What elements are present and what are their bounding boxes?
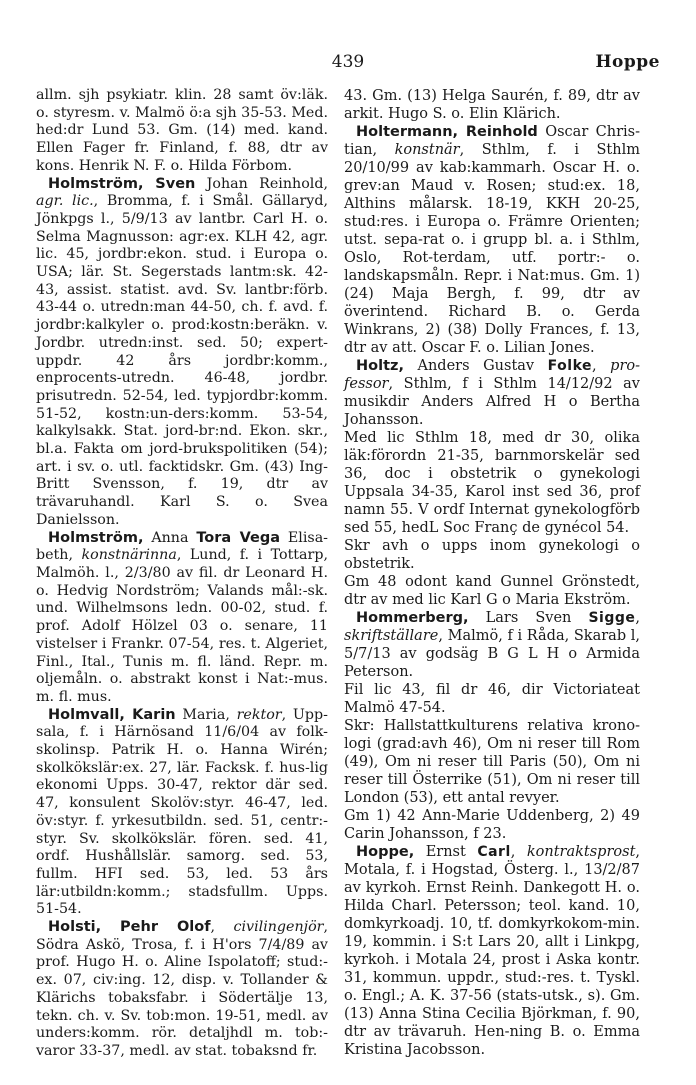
entry-first-name: Folke xyxy=(547,358,592,374)
entry-profession: konstnärinna xyxy=(81,547,177,564)
entry-hoppe-carl xyxy=(344,843,640,1059)
entry-name: Holmvall, Karin xyxy=(48,706,176,723)
entry-paragraph: Gm 48 odont kand Gunnel Grönstedt, dtr av med lic Karl G o Maria Ekström. xyxy=(344,574,640,608)
entry-profession: pro-fessor xyxy=(344,358,640,392)
entry-holmstrom-tora xyxy=(36,530,328,707)
entry-paragraph: Skr avh o upps inom gynekologi o obstetrik. xyxy=(344,538,640,572)
entry-profession: rektor xyxy=(236,706,282,723)
entry-given-names: Johan Reinhold, xyxy=(195,175,328,192)
entry-holmvall-karin xyxy=(36,707,328,919)
entry-name: Holsti, Pehr Olof xyxy=(48,919,211,936)
entry-given-names: , xyxy=(210,919,234,936)
entry-text: , Bromma, f. i Smål. Gällaryd, Jönkpgs l., 5/9/13 av lantbr. Carl H. o. Selma Magnusson: agr:ex. KLH 42, agr. lic. 45, jordbr:ekon. stud. i Europa o. USA; lär. St. Segerstads lantm:sk. 42-43, assist. statist. avd. Sv. lantbr:förb. 43-44 o. utredn:man 44-50, ch. f. avd. f. jordbr:kalkyler o. prod:kostn:beräkn. v. Jordbr. utredn:inst. sed. 50; expert-uppdr. 42 års jordbr:komm., enprocents-utredn. 46-48, jordbr. prisutredn. 52-54, led. typjordbr:komm. 51-52, kostn:un-ders:komm. 53-54, kalkylsakk. Stat. jord-br:nd. Ekon. skr., bl.a. Fakta om jord-brukspolitiken (54); art. i sv. o. utl. facktidskr. Gm. (43) Ing-Britt Svensson, f. 19, dtr av trävaruhandl. Karl S. o. Svea Danielsson. xyxy=(36,193,328,528)
entry-given-names: Oscar Chris-tian, xyxy=(344,124,640,158)
entry-profession: konstnär xyxy=(394,142,460,158)
entry-given-names: Elisa-beth, xyxy=(36,529,328,564)
entry-holsti-pehr xyxy=(36,919,328,1061)
entry-name: Holmström, xyxy=(48,529,144,546)
entry-name: Holtermann, Reinhold xyxy=(356,124,538,140)
entry-text: , Sthlm, f. i Sthlm 20/10/99 av kab:kammarh. Oscar H. o. grev:an Maud v. Rosen; stud:ex. 18, Althins målarsk. 18-19, KKH 20-25, stud:res. i Europa o. Främre Orienten; utst. sepa-rat o. i grupp bl. a. i Sthlm, Oslo, Rot-terdam, utf. portr:- o. landskapsmåln. Repr. i Nat:mus. Gm. 1) (24) Maja Bergh, f. 99, dtr av överintend. Richard B. o. Gerda Winkrans, 2) (38) Dolly Frances, f. 13, dtr av att. Oscar F. o. Lilian Jones. xyxy=(344,142,640,356)
entry-holtz-folke xyxy=(344,357,640,429)
left-column xyxy=(36,87,328,1061)
entry-profession: kontraktsprost xyxy=(526,844,636,860)
entry-profession: civilingenjör xyxy=(233,919,324,936)
entry-given-names: Maria, xyxy=(175,706,237,723)
entry-name-emphasis: Tora Vega xyxy=(196,529,280,546)
entry-name: Hoppe, xyxy=(356,844,415,860)
entry-profession: skriftställare xyxy=(344,628,439,644)
entry-given-names: Anna xyxy=(143,529,197,546)
entry-text: allm. sjh psykiatr. klin. 28 samt öv:läk. o. styresm. v. Malmö ö:a sjh 35-53. Med. hed:dr Lund 53. Gm. (14) med. kand. Ellen Fager fr. Finland, f. 88, dtr av kons. Henrik N. F. o. Hilda Förbom. xyxy=(36,87,328,174)
entry-text: , Malmö, f i Råda, Skarab l, 5/7/13 av godsäg B G L H o Armida Peterson. xyxy=(344,628,640,680)
entry-profession: agr. lic. xyxy=(36,193,94,210)
entry-paragraph: Med lic Sthlm 18, med dr 30, olika läk:förordn 21-35, barnmorskelär sed 36, doc i obstetrik o gynekologi Uppsala 34-35, Karol inst sed 36, prof namn 55. V ordf Internat gynekologförb sed 55, hedL Soc Franç de gynécol 54. xyxy=(344,430,640,536)
entry-first-name: Carl xyxy=(477,844,511,860)
entry-text: 43. Gm. (13) Helga Saurén, f. 89, dtr av arkit. Hugo S. o. Elin Klärich. xyxy=(344,88,640,122)
continued-entry xyxy=(36,87,328,176)
entry-holmstrom-sven xyxy=(36,176,328,530)
entry-given-names: Lars Sven xyxy=(468,610,589,626)
page-number: 439 xyxy=(331,52,365,72)
entry-separator: , xyxy=(592,358,611,374)
continued-entry xyxy=(344,87,640,123)
right-column xyxy=(344,87,640,1059)
entry-separator: , xyxy=(635,610,640,626)
entry-separator: , xyxy=(510,844,527,860)
entry-paragraph: Gm 1) 42 Ann-Marie Uddenberg, 2) 49 Carin Johansson, f 23. xyxy=(344,808,640,842)
entry-paragraph: Fil lic 43, fil dr 46, dir Victoriateat Malmö 47-54. xyxy=(344,682,640,716)
entry-text: , Sthlm, f i Sthlm 14/12/92 av musikdir Anders Alfred H o Bertha Johansson. xyxy=(344,376,640,428)
entry-text: , Lund, f. i Tottarp, Malmöh. l., 2/3/80 av fil. dr Leonard H. o. Hedvig Nordström; Valands mål:-sk. und. Wilhelmsons ledn. 00-02, stud. f. prof. Adolf Hölzel 03 o. senare, 11 vistelser i Frankr. 07-54, res. t. Algeriet, Finl., Ital., Tunis m. fl. länd. Repr. m. oljemåln. o. abstrakt konst i Nat:-mus. m. fl. mus. xyxy=(36,547,328,705)
entry-paragraph: Skr: Hallstattkulturens relativa krono-logi (grad:avh 46), Om ni reser till Rom (49), Om ni reser till Paris (50), Om ni reser till Österrike (51), Om ni reser till London (53), ett antal revyer. xyxy=(344,718,640,806)
running-head: Hoppe xyxy=(595,52,660,72)
entry-name: Holtz, xyxy=(356,358,404,374)
entry-name: Hommerberg, xyxy=(356,610,469,626)
entry-text: , Motala, f. i Hogstad, Österg. l., 13/2/87 av kyrkoh. Ernst Reinh. Dankegott H. o. Hilda Charl. Petersson; teol. kand. 10, domkyrkoadj. 10, tf. domkyrkokom-min. 19, kommin. i S:t Lars 20, allt i Linkpg, kyrkoh. i Motala 24, prost i Aska kontr. 31, kommun. uppdr., stud:-res. t. Tyskl. o. Engl.; A. K. 37-56 (stats-utsk., s). Gm. (13) Anna Stina Cecilia Björkman, f. 90, dtr av trävaruh. Hen-ning B. o. Emma Kristina Jacobsson. xyxy=(344,844,641,1058)
entry-holtermann-reinhold xyxy=(344,123,640,357)
entry-given-names: Anders Gustav xyxy=(403,358,548,374)
entry-hommerberg-sigge xyxy=(344,609,640,681)
entry-given-names: Ernst xyxy=(414,844,478,860)
entry-text: , Södra Askö, Trosa, f. i H'ors 7/4/89 av prof. Hugo H. o. Aline Ispolatoff; stud:-ex. 07, civ:ing. 12, disp. v. Tollander & Klärichs tobaksfabr. i Södertälje 13, tekn. ch. v. Sv. tob:mon. 19-51, medl. av unders:komm. rör. detaljhdl m. tob:-varor 33-37, medl. av stat. tobaksnd fr. xyxy=(36,919,328,1059)
entry-name: Holmström, Sven xyxy=(48,175,196,192)
entry-first-name: Sigge xyxy=(588,610,636,626)
entry-text: , Upp-sala, f. i Härnösand 11/6/04 av folk-skolinsp. Patrik H. o. Hanna Wirén; skolkökslär:ex. 27, lär. Facksk. f. hus-lig ekonomi Upps. 30-47, rektor där sed. 47, konsulent Skolöv:styr. 46-47, led. öv:styr. f. yrkesutbildn. sed. 51, centr:-styr. Sv. skolkökslär. fören. sed. 41, ordf. Hushållslär. samorg. sed. 53, fullm. HFI sed. 53, led. 53 års lär:utbildn:komm.; stadsfullm. Upps. 51-54. xyxy=(36,706,328,918)
